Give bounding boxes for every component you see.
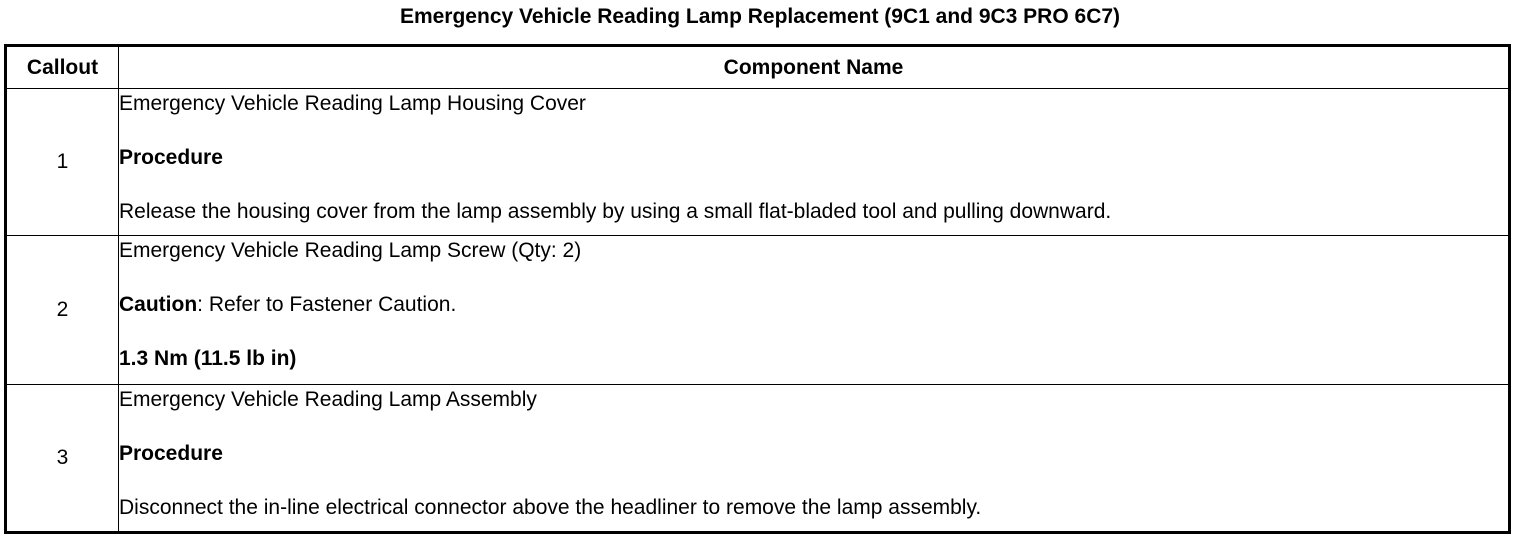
caution-text: : Refer to Fastener Caution.	[197, 293, 457, 316]
component-cell	[119, 89, 1510, 236]
component-name: Emergency Vehicle Reading Lamp Assembly	[119, 388, 537, 411]
procedure-label: Procedure	[119, 146, 223, 169]
table-row	[6, 385, 1510, 533]
document-title: Emergency Vehicle Reading Lamp Replacement (9C1 and 9C3 PRO 6C7)	[399, 5, 1121, 28]
callout-number: 2	[6, 236, 119, 385]
component-cell	[119, 385, 1510, 533]
caution-line	[119, 290, 1508, 344]
callout-number: 3	[6, 385, 119, 533]
header-component-name: Component Name	[119, 46, 1510, 89]
table-row	[6, 236, 1510, 385]
procedure-text: Release the housing cover from the lamp assembly by using a small flat-bladed tool and pulling downward.	[119, 200, 1112, 223]
procedure-text: Disconnect the in-line electrical connector above the headliner to remove the lamp assembly.	[119, 496, 982, 519]
component-table	[4, 44, 1511, 534]
callout-number: 1	[6, 89, 119, 236]
table-row	[6, 89, 1510, 236]
torque-spec: 1.3 Nm (11.5 lb in)	[119, 347, 297, 370]
table-header-row	[6, 46, 1510, 89]
component-name: Emergency Vehicle Reading Lamp Housing Cover	[119, 92, 586, 115]
procedure-label: Procedure	[119, 442, 223, 465]
header-callout: Callout	[6, 46, 119, 89]
component-cell	[119, 236, 1510, 385]
caution-label: Caution	[119, 293, 198, 316]
component-name: Emergency Vehicle Reading Lamp Screw (Qty: 2)	[119, 239, 582, 262]
